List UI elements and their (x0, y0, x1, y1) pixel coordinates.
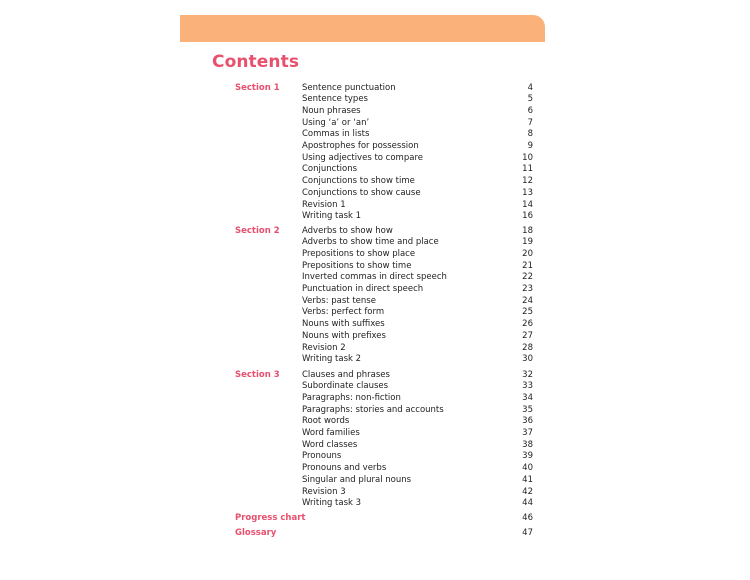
toc-entry-page: 7 (527, 117, 533, 128)
toc-entry-page: 14 (522, 199, 533, 210)
toc-entry-title: Sentence types (302, 94, 368, 105)
toc-entry-title: Conjunctions to show cause (302, 187, 421, 198)
toc-entry-title: Writing task 1 (302, 211, 362, 222)
toc-entry-title: Revision 3 (302, 486, 346, 497)
toc-entry (302, 393, 533, 405)
toc-entry (302, 83, 533, 95)
toc-entry (302, 164, 533, 176)
toc-entry-page: 40 (522, 463, 533, 474)
toc-entry-title: Punctuation in direct speech (302, 284, 424, 294)
extra-label: Glossary (235, 527, 277, 538)
toc-entry (302, 381, 533, 393)
toc-entry (302, 498, 533, 510)
toc-entry-page: 39 (522, 451, 533, 462)
toc-entry-title: Verbs: past tense (302, 295, 376, 306)
toc-entry-page: 34 (522, 392, 533, 403)
toc-entry (302, 463, 533, 475)
toc-entry-page: 37 (522, 428, 533, 438)
toc-entry (302, 272, 533, 284)
toc-entry-page: 24 (522, 295, 533, 306)
toc-entry-title: Word families (302, 428, 360, 438)
toc-entry-title: Verbs: perfect form (302, 307, 385, 318)
toc-entry-page: 4 (527, 82, 533, 93)
toc-entry-title: Singular and plural nouns (302, 474, 412, 485)
toc-entry-page: 25 (522, 307, 533, 318)
toc-entry-title: Nouns with suffixes (302, 319, 385, 330)
toc-entry (302, 176, 533, 188)
toc-entry (302, 405, 533, 417)
toc-entry-title: Revision 2 (302, 342, 346, 353)
toc-entry-title: Root words (302, 416, 350, 427)
toc-entry-page: 9 (527, 141, 533, 151)
toc-entry-title: Adverbs to show time and place (302, 237, 439, 248)
toc-entry (302, 226, 533, 238)
toc-entry-page: 8 (527, 129, 533, 140)
toc-entry-title: Prepositions to show place (302, 248, 416, 259)
toc-entry (302, 487, 533, 499)
toc-entry-page: 33 (522, 381, 533, 392)
toc-entry (302, 284, 533, 296)
toc-entry-title: Writing task 2 (302, 354, 362, 365)
toc-entry-title: Pronouns and verbs (302, 463, 387, 474)
toc-entry-title: Paragraphs: stories and accounts (302, 404, 444, 415)
extra-page: 46 (522, 513, 533, 523)
toc-entry-page: 32 (522, 369, 533, 380)
toc-entry-page: 23 (522, 284, 533, 294)
toc-entry-page: 18 (522, 225, 533, 236)
toc-entry-page: 13 (522, 187, 533, 198)
toc-entry-title: Adverbs to show how (302, 225, 393, 236)
toc-entry-page: 27 (522, 330, 533, 341)
toc-entry (302, 475, 533, 487)
toc-entry (302, 118, 533, 130)
toc-entry-page: 12 (522, 176, 533, 187)
toc-entry (302, 261, 533, 273)
toc-entry-title: Paragraphs: non-fiction (302, 392, 401, 403)
toc-entry-title: Using adjectives to compare (302, 152, 423, 163)
toc-entry-page: 5 (527, 94, 533, 105)
toc-entry-title: Sentence punctuation (302, 82, 396, 93)
toc-entry (302, 188, 533, 200)
toc-entry-title: Conjunctions to show time (302, 176, 415, 187)
toc-entry-title: Using ‘a’ or ‘an’ (302, 117, 370, 128)
toc-entry (302, 211, 533, 223)
toc-entry (302, 354, 533, 366)
toc-entry-page: 44 (522, 498, 533, 509)
toc-entry-page: 10 (522, 152, 533, 163)
toc-entry-page: 16 (522, 211, 533, 222)
toc-entry-page: 19 (522, 237, 533, 248)
toc-entry (302, 237, 533, 249)
toc-entry-title: Nouns with prefixes (302, 330, 386, 341)
toc-entry (302, 319, 533, 331)
toc-entry-title: Clauses and phrases (302, 369, 390, 380)
toc-entry-page: 6 (527, 105, 533, 116)
toc-entry-page: 36 (522, 416, 533, 427)
toc-entry-page: 42 (522, 486, 533, 497)
section-label: Section 1 (235, 82, 280, 93)
toc-entry-page: 30 (522, 354, 533, 365)
toc-entry (302, 296, 533, 308)
toc-entry (302, 370, 533, 382)
toc-entry-title: Word classes (302, 439, 358, 450)
toc-entry (302, 343, 533, 355)
toc-entry-page: 26 (522, 319, 533, 330)
toc-entry (302, 200, 533, 212)
extra-label: Progress chart (235, 513, 306, 523)
toc-entry-page: 22 (522, 272, 533, 283)
toc-entry-page: 28 (522, 342, 533, 353)
toc-entry-title: Prepositions to show time (302, 260, 412, 271)
toc-entry-title: Subordinate clauses (302, 381, 389, 392)
toc-entry (302, 440, 533, 452)
toc-entry-title: Noun phrases (302, 105, 361, 116)
toc-entry (302, 331, 533, 343)
toc-entry-page: 21 (522, 260, 533, 271)
extra-page: 47 (522, 527, 533, 538)
toc-entry-title: Inverted commas in direct speech (302, 272, 447, 283)
toc-entry-title: Conjunctions (302, 164, 358, 175)
toc-entry (302, 94, 533, 106)
toc-entry (302, 106, 533, 118)
toc-entry (302, 141, 533, 153)
toc-entry-page: 38 (522, 439, 533, 450)
toc-entry (302, 249, 533, 261)
toc-entry (302, 153, 533, 165)
section-label: Section 3 (235, 369, 280, 380)
toc-entry-title: Commas in lists (302, 129, 370, 140)
toc-entry-page: 41 (522, 474, 533, 485)
toc-entry-page: 35 (522, 404, 533, 415)
toc-entry-title: Apostrophes for possession (302, 141, 419, 151)
page-title: Contents (212, 52, 300, 72)
toc-entry (302, 451, 533, 463)
toc-entry-title: Revision 1 (302, 199, 346, 210)
toc-entry-page: 20 (522, 248, 533, 259)
toc-entry-title: Writing task 3 (302, 498, 362, 509)
toc-entry (302, 416, 533, 428)
toc-entry-page: 11 (522, 164, 533, 175)
section-label: Section 2 (235, 225, 280, 236)
toc-entry (302, 129, 533, 141)
toc-entry-title: Pronouns (302, 451, 342, 462)
toc-entry (302, 428, 533, 440)
toc-entry (302, 307, 533, 319)
